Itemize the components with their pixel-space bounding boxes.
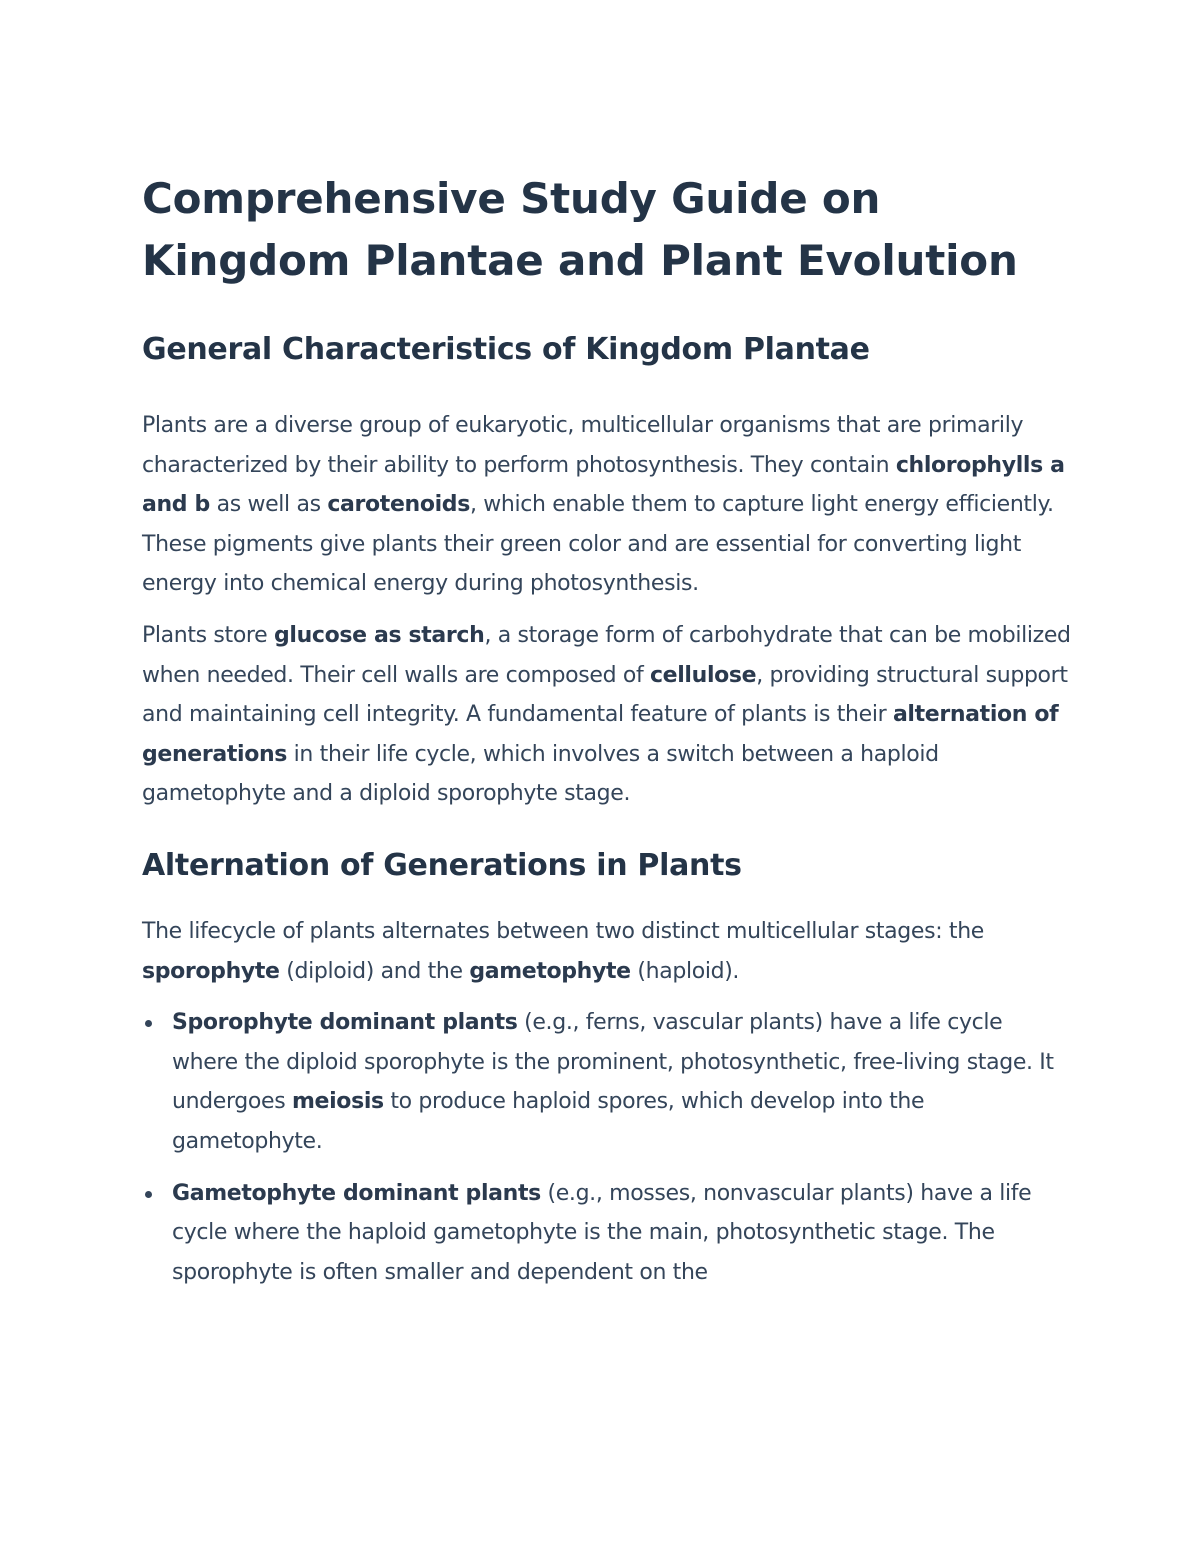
paragraph-storage <box>142 616 1072 814</box>
text-run: The lifecycle of plants alternates between two distinct multicellular stages: the <box>142 918 984 944</box>
paragraph-lifecycle-intro <box>142 912 1072 991</box>
text-run: as well as <box>209 492 328 518</box>
bold-term-meiosis: meiosis <box>291 1089 384 1115</box>
text-run: in their life cycle, which involves a switch between a haploid gametophyte and a diploid sporophyte stage. <box>142 741 939 807</box>
list-item <box>142 1174 1072 1293</box>
bullet-dot-icon <box>145 1020 152 1027</box>
title-line-2: Kingdom Plantae and Plant Evolution <box>142 236 1018 285</box>
text-run: to produce haploid spores, which develop into the gametophyte. <box>172 1089 925 1154</box>
section-heading-characteristics: General Characteristics of Kingdom Plantae <box>142 332 870 367</box>
text-run: (haploid). <box>630 958 740 984</box>
text-run: , which enable them to capture light energy efficiently. These pigments give plants their green color and are essential for converting light energy into chemical energy during photosynthesis. <box>142 492 1054 597</box>
document-page <box>142 168 1072 1304</box>
text-run: , a storage form of carbohydrate that can be mobilized when needed. Their cell walls are composed of <box>142 622 1071 688</box>
bold-term-alternation: alternation of generations <box>142 702 1059 767</box>
text-run: Plants store <box>142 622 274 648</box>
section-heading-alternation: Alternation of Generations in Plants <box>142 847 742 883</box>
bold-term-sporophyte-dominant: Sporophyte dominant plants <box>172 1010 518 1036</box>
text-run: (diploid) and the <box>279 958 470 984</box>
bullet-dot-icon <box>145 1191 152 1198</box>
bullet-list <box>142 1003 1072 1292</box>
bold-term-sporophyte: sporophyte <box>142 958 280 984</box>
title-line-1: Comprehensive Study Guide on <box>142 174 881 223</box>
bold-term-gametophyte: gametophyte <box>469 958 631 984</box>
text-run: Plants are a diverse group of eukaryotic, multicellular organisms that are primarily characterized by their ability to perform photosynthesis. They contain <box>142 413 1024 478</box>
bold-term-carotenoids: carotenoids <box>327 492 470 518</box>
text-run: , providing structural support and maintaining cell integrity. A fundamental feature of plants is their <box>142 662 1068 728</box>
text-run: (e.g., ferns, vascular plants) have a life cycle where the diploid sporophyte is the prominent, photosynthetic, free-living stage. It undergoes <box>172 1010 1054 1115</box>
bold-term-cellulose: cellulose <box>649 662 757 688</box>
list-item <box>142 1003 1072 1161</box>
bold-term-chlorophylls: chlorophylls a and b <box>142 452 1065 518</box>
bold-term-glucose-starch: glucose as starch <box>273 622 485 648</box>
document-title <box>142 168 1072 292</box>
text-run: (e.g., mosses, nonvascular plants) have a life cycle where the haploid gametophyte is the main, photosynthetic stage. The sporophyte is often smaller and dependent on the <box>172 1180 1032 1285</box>
paragraph-pigments <box>142 406 1072 604</box>
bold-term-gametophyte-dominant: Gametophyte dominant plants <box>172 1180 541 1206</box>
